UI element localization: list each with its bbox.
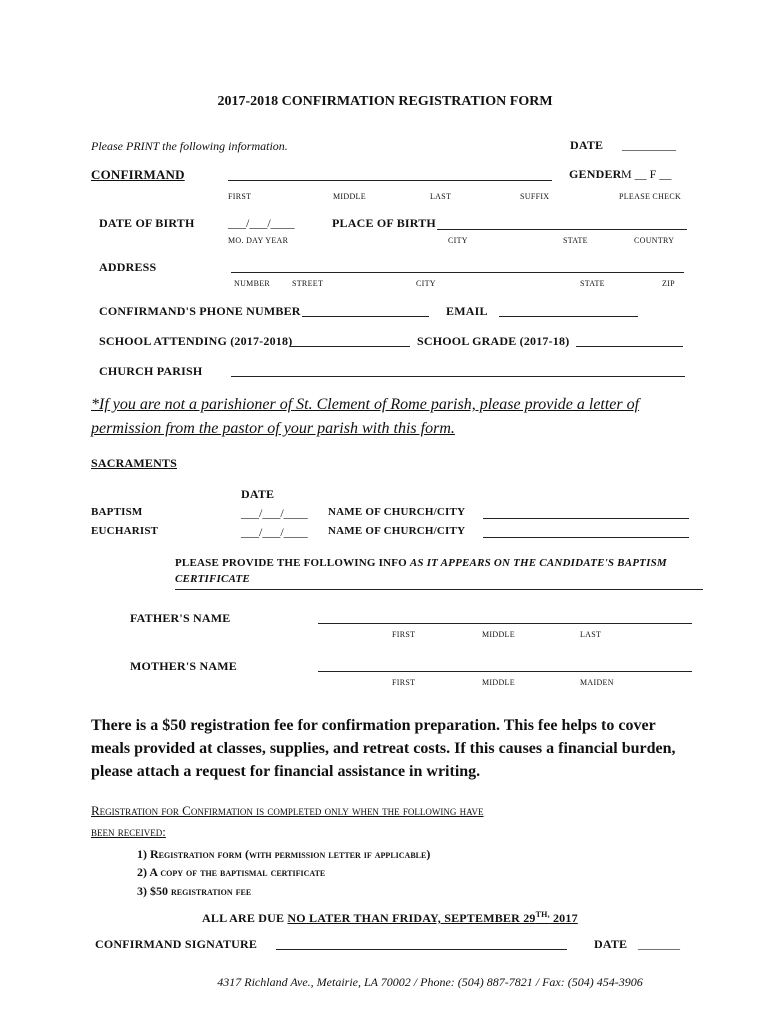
father-name-label: FATHER'S NAME — [130, 611, 231, 625]
requirements-heading-line1: Registration for Confirmation is completed only when the following have — [91, 803, 484, 818]
address-field[interactable] — [231, 272, 684, 273]
eucharist-church-label: NAME OF CHURCH/CITY — [328, 525, 466, 537]
baptism-church-field[interactable] — [483, 518, 689, 519]
baptism-info-line2: CERTIFICATE — [175, 573, 250, 585]
due-sup: TH, — [535, 910, 550, 919]
footer-address: 4317 Richland Ave., Metairie, LA 70002 / Phone: (504) 887-7821 / Fax: (504) 454-3906 — [217, 975, 643, 989]
caption-address-state: STATE — [580, 279, 605, 288]
date-field[interactable]: _________ — [622, 138, 676, 152]
dob-label: DATE OF BIRTH — [99, 216, 195, 230]
caption-country: COUNTRY — [634, 236, 675, 245]
requirement-item: 1) Registration form (with permission letter if applicable) — [137, 847, 431, 861]
dob-field[interactable]: ___/___/____ — [228, 216, 295, 230]
due-prefix: ALL ARE DUE — [202, 911, 288, 925]
caption-first: FIRST — [228, 192, 252, 201]
mother-caption-middle: MIDDLE — [482, 678, 515, 687]
address-label: ADDRESS — [99, 260, 157, 274]
form-title: 2017-2018 CONFIRMATION REGISTRATION FORM — [217, 94, 553, 109]
father-name-field[interactable] — [318, 623, 692, 624]
mother-name-label: MOTHER'S NAME — [130, 659, 237, 673]
eucharist-date-field[interactable]: ___/___/____ — [241, 525, 308, 539]
due-underlined: NO LATER THAN FRIDAY, SEPTEMBER 29 — [287, 911, 536, 925]
caption-address-city: CITY — [416, 279, 436, 288]
due-year: 2017 — [549, 911, 578, 925]
dob-caption: MO. DAY YEAR — [228, 236, 289, 245]
father-caption-first: FIRST — [392, 630, 416, 639]
school-label: SCHOOL ATTENDING (2017-2018) — [99, 334, 293, 348]
gender-label: GENDER — [569, 167, 622, 181]
parish-note-line2: permission from the pastor of your parish with this form. — [91, 420, 455, 437]
due-date-notice — [202, 910, 578, 926]
signature-label: CONFIRMAND SIGNATURE — [95, 937, 258, 951]
caption-middle: MIDDLE — [333, 192, 366, 201]
father-caption-last: LAST — [580, 630, 602, 639]
confirmand-label: CONFIRMAND — [91, 167, 185, 182]
father-caption-middle: MIDDLE — [482, 630, 515, 639]
signature-date-field[interactable]: _______ — [638, 937, 680, 951]
baptism-info-line1 — [175, 557, 667, 569]
caption-suffix: SUFFIX — [520, 192, 550, 201]
place-of-birth-field[interactable] — [437, 229, 687, 230]
gender-checkbox[interactable]: M __ F __ — [621, 167, 672, 181]
school-field[interactable] — [290, 346, 410, 347]
grade-label: SCHOOL GRADE (2017-18) — [417, 334, 570, 348]
mother-caption-maiden: MAIDEN — [580, 678, 614, 687]
confirmand-name-field[interactable] — [228, 180, 552, 181]
requirement-item: 2) A copy of the baptismal certificate — [137, 865, 326, 879]
caption-number: NUMBER — [234, 279, 271, 288]
caption-last: LAST — [430, 192, 452, 201]
grade-field[interactable] — [576, 346, 683, 347]
baptism-date-field[interactable]: ___/___/____ — [241, 506, 308, 520]
mother-name-field[interactable] — [318, 671, 692, 672]
baptism-info-italic: AS IT APPEARS ON THE CANDIDATE'S BAPTISM — [409, 557, 667, 569]
sacrament-date-heading: DATE — [241, 487, 275, 501]
eucharist-label: EUCHARIST — [91, 525, 159, 537]
requirements-heading-line2: been received: — [91, 824, 166, 839]
due-deadline — [287, 911, 577, 925]
eucharist-church-field[interactable] — [483, 537, 689, 538]
caption-state: STATE — [563, 236, 588, 245]
sacraments-heading: SACRAMENTS — [91, 456, 178, 470]
baptism-info-plain: PLEASE PROVIDE THE FOLLOWING INFO — [175, 557, 410, 569]
phone-field[interactable] — [302, 316, 429, 317]
email-label: EMAIL — [446, 304, 488, 318]
phone-label: CONFIRMAND'S PHONE NUMBER — [99, 304, 301, 318]
baptism-info-underline — [175, 589, 703, 590]
date-label: DATE — [570, 138, 604, 152]
place-of-birth-label: PLACE OF BIRTH — [332, 216, 436, 230]
caption-please-check: PLEASE CHECK — [619, 192, 682, 201]
parish-note-line1: *If you are not a parishioner of St. Clement of Rome parish, please provide a letter of — [91, 396, 640, 413]
church-parish-label: CHURCH PARISH — [99, 364, 203, 378]
print-instruction: Please PRINT the following information. — [91, 139, 288, 153]
caption-city: CITY — [448, 236, 468, 245]
caption-street: STREET — [292, 279, 324, 288]
church-parish-field[interactable] — [231, 376, 685, 377]
email-field[interactable] — [499, 316, 638, 317]
requirement-item: 3) $50 registration fee — [137, 884, 252, 898]
baptism-church-label: NAME OF CHURCH/CITY — [328, 506, 466, 518]
fee-notice: There is a $50 registration fee for confirmation preparation. This fee helps to cover meals provided at classes, supplies, and retreat costs. If this causes a financial burden, please attach a request for financial assistance in writing. — [91, 717, 676, 780]
signature-field[interactable] — [276, 949, 567, 950]
mother-caption-first: FIRST — [392, 678, 416, 687]
baptism-label: BAPTISM — [91, 506, 143, 518]
caption-zip: ZIP — [662, 279, 675, 288]
signature-date-label: DATE — [594, 937, 628, 951]
